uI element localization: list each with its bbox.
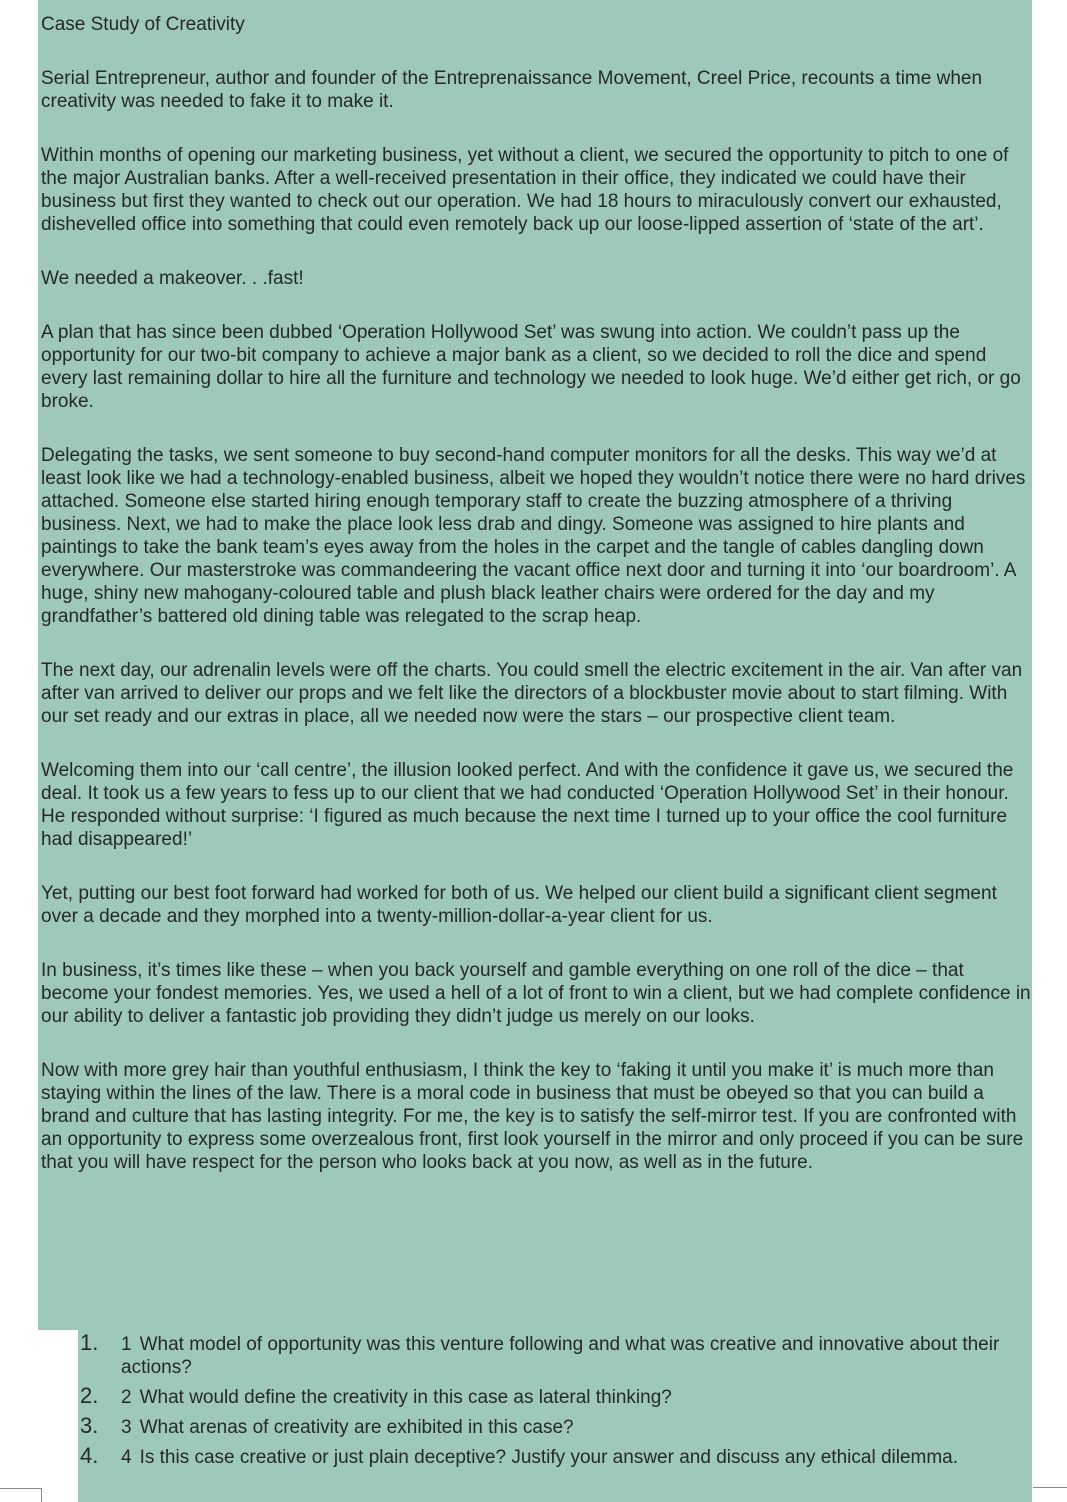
- question-number: 1.: [80, 1330, 99, 1355]
- question-item: [80, 1383, 1020, 1409]
- paragraph-fondest-memories: In business, it’s times like these – when you back yourself and gamble everything on one roll of the dice – that become your fondest memories. Yes, we used a hell of a lot of front to win a client, but we had complete confidence in our ability to deliver a fantastic job providing they didn’t judge us merely on our looks.: [41, 960, 1031, 1027]
- paragraph-makeover: We needed a makeover. . .fast!: [41, 268, 304, 289]
- paragraph-next-day: The next day, our adrenalin levels were off the charts. You could smell the electric excitement in the air. Van after van after van arrived to deliver our props and we felt like the directors of a blockbuster movie about to start filming. With our set ready and our extras in place, all we needed now were the stars – our prospective client team.: [41, 660, 1023, 727]
- case-study-body: [41, 13, 1031, 1205]
- question-item: [80, 1413, 1020, 1439]
- paragraph-pitch: Within months of opening our marketing business, yet without a client, we secured the opportunity to pitch to one of the major Australian banks. After a well-received presentation in their office, they indicated we could have their business but first they wanted to check out our operation. We had 18 hours to miraculously convert our exhausted, dishevelled office into something that could even remotely back up our loose-lipped assertion of ‘state of the art’.: [41, 145, 1009, 235]
- question-index: 3: [121, 1417, 132, 1438]
- case-study-panel: [38, 0, 1032, 1330]
- question-text: What arenas of creativity are exhibited in this case?: [139, 1417, 574, 1438]
- paragraph-delegating: Delegating the tasks, we sent someone to buy second-hand computer monitors for all the desks. This way we’d at least look like we had a technology-enabled business, albeit we hoped they wouldn’t notice there were no hard drives attached. Someone else started hiring enough temporary staff to create the buzzing atmosphere of a thriving business. Next, we had to make the place look less drab and dingy. Someone was assigned to hire plants and paintings to take the bank team’s eyes away from the holes in the carpet and the tangle of cables dangling down everywhere. Our masterstroke was commandeering the vacant office next door and turning it into ‘our boardroom’. A huge, shiny new mahogany-coloured table and plush black leather chairs were ordered for the day and my grandfather’s battered old dining table was relegated to the scrap heap.: [41, 445, 1026, 627]
- question-item: [80, 1443, 1020, 1469]
- question-number: 4.: [80, 1443, 99, 1468]
- question-number: 2.: [80, 1383, 99, 1408]
- question-text: What model of opportunity was this venture following and what was creative and innovative about their actions?: [121, 1334, 1000, 1378]
- question-text: Is this case creative or just plain deceptive? Justify your answer and discuss any ethical dilemma.: [139, 1447, 959, 1468]
- paragraph-operation-plan: A plan that has since been dubbed ‘Operation Hollywood Set’ was swung into action. We couldn’t pass up the opportunity for our two-bit company to achieve a major bank as a client, so we decided to roll the dice and spend every last remaining dollar to hire all the furniture and technology we needed to look huge. We’d either get rich, or go broke.: [41, 322, 1021, 412]
- question-text: What would define the creativity in this case as lateral thinking?: [139, 1387, 672, 1408]
- question-index: 1: [121, 1334, 132, 1355]
- paragraph-best-foot: Yet, putting our best foot forward had worked for both of us. We helped our client build a significant client segment over a decade and they morphed into a twenty-million-dollar-a-year client for us.: [41, 883, 997, 927]
- question-item: [80, 1330, 1020, 1379]
- question-index: 4: [121, 1447, 132, 1468]
- paragraph-intro: Serial Entrepreneur, author and founder of the Entreprenaissance Movement, Creel Price, recounts a time when creativity was needed to fake it to make it.: [41, 68, 983, 112]
- questions-panel: [78, 1330, 1032, 1502]
- question-number: 3.: [80, 1413, 99, 1438]
- page-corner-mark-left: [0, 1488, 42, 1502]
- question-index: 2: [121, 1387, 132, 1408]
- case-study-title: Case Study of Creativity: [41, 14, 245, 35]
- page-corner-mark-right: [1033, 1487, 1067, 1488]
- paragraph-self-mirror: Now with more grey hair than youthful enthusiasm, I think the key to ‘faking it until you make it’ is much more than staying within the lines of the law. There is a moral code in business that must be obeyed so that you can build a brand and culture that has lasting integrity. For me, the key is to satisfy the self-mirror test. If you are confronted with an opportunity to express some overzealous front, first look yourself in the mirror and only proceed if you can be sure that you will have respect for the person who looks back at you now, as well as in the future.: [41, 1060, 1024, 1173]
- paragraph-welcoming: Welcoming them into our ‘call centre’, the illusion looked perfect. And with the confidence it gave us, we secured the deal. It took us a few years to fess up to our client that we had conducted ‘Operation Hollywood Set’ in their honour. He responded without surprise: ‘I figured as much because the next time I turned up to your office the cool furniture had disappeared!’: [41, 760, 1014, 850]
- questions-list: [80, 1330, 1020, 1476]
